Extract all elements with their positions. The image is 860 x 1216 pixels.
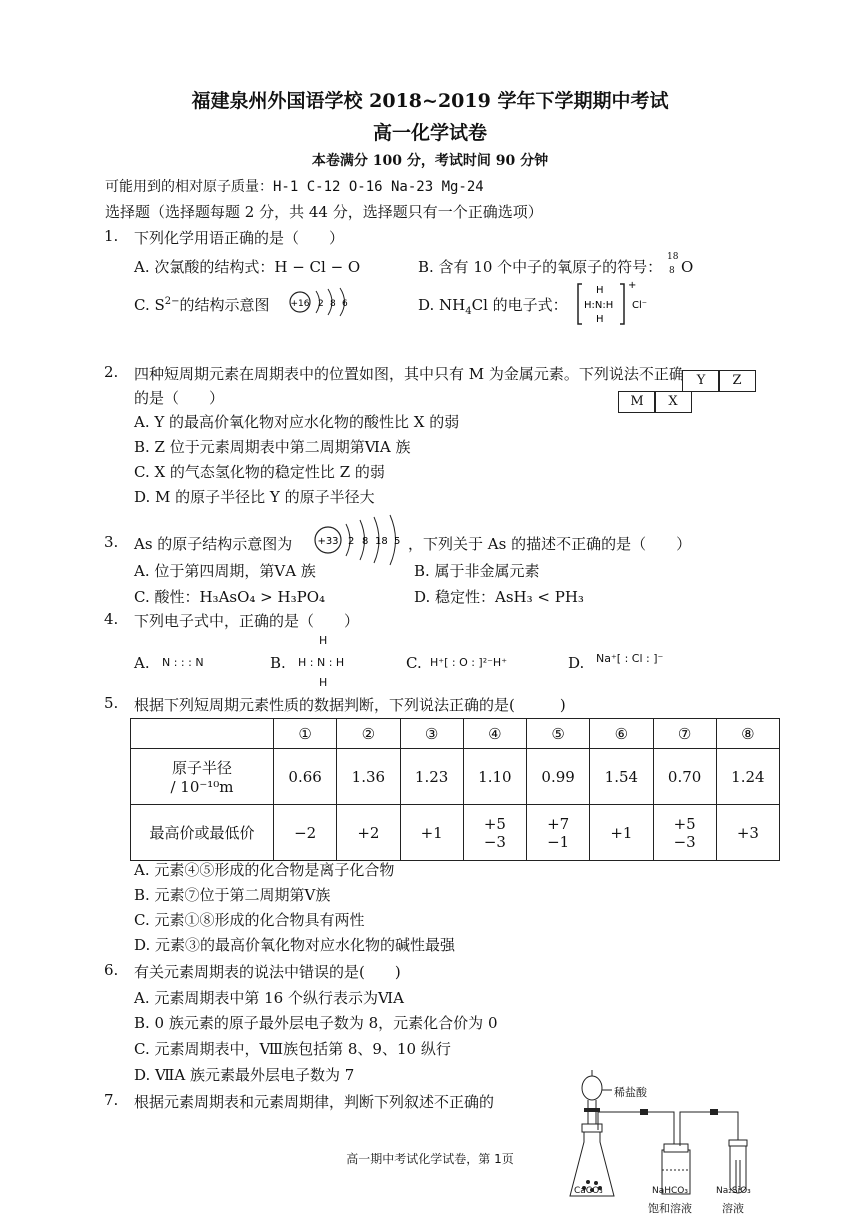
q5-stem: 根据下列短周期元素性质的数据判断，下列说法正确的是( ) [134,696,566,714]
table-header-cell: ① [274,719,337,749]
label-na2sio3: Na₂SiO₃ [716,1186,751,1196]
element-data-table [130,718,780,861]
q4-option-d-formula: Na⁺[ : Cl : ]⁻ [596,652,664,665]
q3-option-c: C. 酸性：H₃AsO₄ > H₃PO₄ [134,588,326,606]
table-header-cell: ③ [400,719,463,749]
q1-option-a: A. 次氯酸的结构式：H − Cl − O [134,258,361,276]
table-cell: +2 [337,805,400,861]
q6-option-a: A. 元素周期表中第 16 个纵行表示为ⅥA [134,989,404,1007]
table-header-row [131,719,780,749]
ammonium-chloride-lewis-structure [576,278,654,328]
q4-option-b-label: B. [270,654,286,672]
table-cell: +1 [400,805,463,861]
q1-atomic-number: 8 [668,266,675,276]
periodic-cell-m: M [618,391,656,413]
q2-option-d: D. M 的原子半径比 Y 的原子半径大 [134,488,375,506]
q1-stem: 下列化学用语正确的是（ ） [134,229,345,247]
q5-option-c: C. 元素①⑧形成的化合物具有两性 [134,911,365,929]
q2-option-a: A. Y 的最高价氧化物对应水化物的酸性比 X 的弱 [134,413,460,431]
q3-option-d: D. 稳定性：AsH₃ < PH₃ [414,588,584,606]
sulfur-ion-diagram [288,287,358,317]
table-cell: +1 [590,805,653,861]
q4-option-a-formula: N : : : N [162,656,204,669]
svg-text:H:N:H: H:N:H [584,300,614,311]
svg-text:8: 8 [362,536,369,547]
periodic-cell-y: Y [682,370,720,392]
periodic-cell-z: Z [718,370,756,392]
q2-option-c: C. X 的气态氢化物的稳定性比 Z 的弱 [134,463,385,481]
table-header-cell: ⑧ [716,719,779,749]
q7-number: 7. [104,1091,119,1109]
table-header-cell: ④ [463,719,526,749]
q6-option-c: C. 元素周期表中，Ⅷ族包括第 8、9、10 纵行 [134,1040,451,1058]
q3-stem-pre: As 的原子结构示意图为 [134,535,293,553]
q1-option-d: D. $NH_4Cl$ 的电子式： [418,296,568,317]
label-dilute-hcl: 稀盐酸 [614,1086,647,1099]
q4-option-a-label: A. [134,654,150,672]
table-row-radius [131,749,780,805]
q6-option-b: B. 0 族元素的原子最外层电子数为 8，元素化合价为 0 [134,1014,498,1032]
q5-number: 5. [104,694,119,712]
table-cell: 1.24 [716,749,779,805]
table-row-valence [131,805,780,861]
q2-stem-line1: 四种短周期元素在周期表中的位置如图，其中只有 M 为金属元素。下列说法不正确 [134,365,684,383]
q4-option-b-bottom: H [319,676,328,689]
svg-text:6: 6 [342,299,348,309]
table-header-cell [131,719,274,749]
exam-subtitle: 高一化学试卷 [372,122,487,144]
q1-mass-number: 18 [666,252,679,262]
q1-number: 1. [104,227,119,245]
label-solution: 溶液 [722,1202,744,1215]
table-header-cell: ⑥ [590,719,653,749]
svg-text:2: 2 [348,536,355,547]
section-heading: 选择题（选择题每题 2 分，共 44 分，选择题只有一个正确选项） [105,203,543,221]
q1-element-symbol: O [680,258,694,276]
q3-option-b: B. 属于非金属元素 [414,562,540,580]
q7-stem: 根据元素周期表和元素周期律，判断下列叙述不正确的 [134,1093,495,1111]
svg-text:+16: +16 [290,299,310,309]
label-caco3: CaCO₃ [574,1186,603,1196]
table-cell: +5 −3 [463,805,526,861]
table-header-cell: ② [337,719,400,749]
q4-option-c-formula: H⁺[ : O : ]²⁻H⁺ [430,656,508,669]
table-cell: +3 [716,805,779,861]
q2-number: 2. [104,363,119,381]
q3-option-a: A. 位于第四周期，第ⅤA 族 [134,562,316,580]
table-cell: 0.70 [653,749,716,805]
table-cell: +7 −1 [527,805,590,861]
q3-stem-post: ，下列关于 As 的描述不正确的是（ ） [408,535,692,553]
q4-option-d-label: D. [568,654,585,672]
svg-text:H: H [596,314,604,325]
table-cell: 1.10 [463,749,526,805]
table-cell: −2 [274,805,337,861]
svg-text:Cl⁻: Cl⁻ [632,300,648,311]
svg-text:2: 2 [318,299,324,309]
page-footer: 高一期中考试化学试卷，第 1页 [346,1152,514,1166]
q4-option-b-formula: H : N : H [298,656,345,669]
table-cell: 0.99 [527,749,590,805]
atomic-mass-line: 可能用到的相对原子质量：H-1 C-12 O-16 Na-23 Mg-24 [105,179,484,195]
q2-option-b: B. Z 位于元素周期表中第二周期第ⅥA 族 [134,438,411,456]
exam-info: 本卷满分 100 分，考试时间 90 分钟 [311,153,549,169]
q4-stem: 下列电子式中，正确的是（ ） [134,612,360,630]
table-header-cell: ⑦ [653,719,716,749]
label-nahco3: NaHCO₃ [652,1186,688,1196]
table-cell: 1.54 [590,749,653,805]
svg-text:8: 8 [330,299,336,309]
svg-text:H: H [596,285,604,296]
q5-option-d: D. 元素③的最高价氧化物对应水化物的碱性最强 [134,936,456,954]
exam-title: 福建泉州外国语学校 2018~2019 学年下学期期中考试 [191,90,669,112]
periodic-cell-x: X [654,391,692,413]
q4-option-c-label: C. [406,654,422,672]
row-label-valence: 最高价或最低价 [131,805,274,861]
q5-option-a: A. 元素④⑤形成的化合物是离子化合物 [134,861,395,879]
q5-option-b: B. 元素⑦位于第二周期第Ⅴ族 [134,886,331,904]
q4-number: 4. [104,610,119,628]
arsenic-atom-diagram [312,514,408,566]
svg-text:5: 5 [394,536,401,547]
table-cell: 1.36 [337,749,400,805]
q3-number: 3. [104,533,119,551]
svg-text:18: 18 [375,536,388,547]
table-header-cell: ⑤ [527,719,590,749]
table-cell: 0.66 [274,749,337,805]
label-saturated-solution: 饱和溶液 [648,1202,692,1215]
table-cell: 1.23 [400,749,463,805]
q1-option-b: B. 含有 10 个中子的氧原子的符号： 18 8 O [418,252,694,276]
q6-number: 6. [104,961,119,979]
svg-text:+: + [628,280,637,291]
q6-option-d: D. ⅦA 族元素最外层电子数为 7 [134,1066,355,1084]
row-label-radius: 原子半径 / 10⁻¹⁰m [131,749,274,805]
q6-stem: 有关元素周期表的说法中错误的是( ) [134,963,401,981]
svg-text:+33: +33 [317,536,339,547]
q2-stem-line2: 的是（ ） [134,389,225,407]
q1-option-c: C. $S^{2-}$的结构示意图 [134,296,270,314]
q4-option-b-top: H [319,634,328,647]
table-cell: +5 −3 [653,805,716,861]
